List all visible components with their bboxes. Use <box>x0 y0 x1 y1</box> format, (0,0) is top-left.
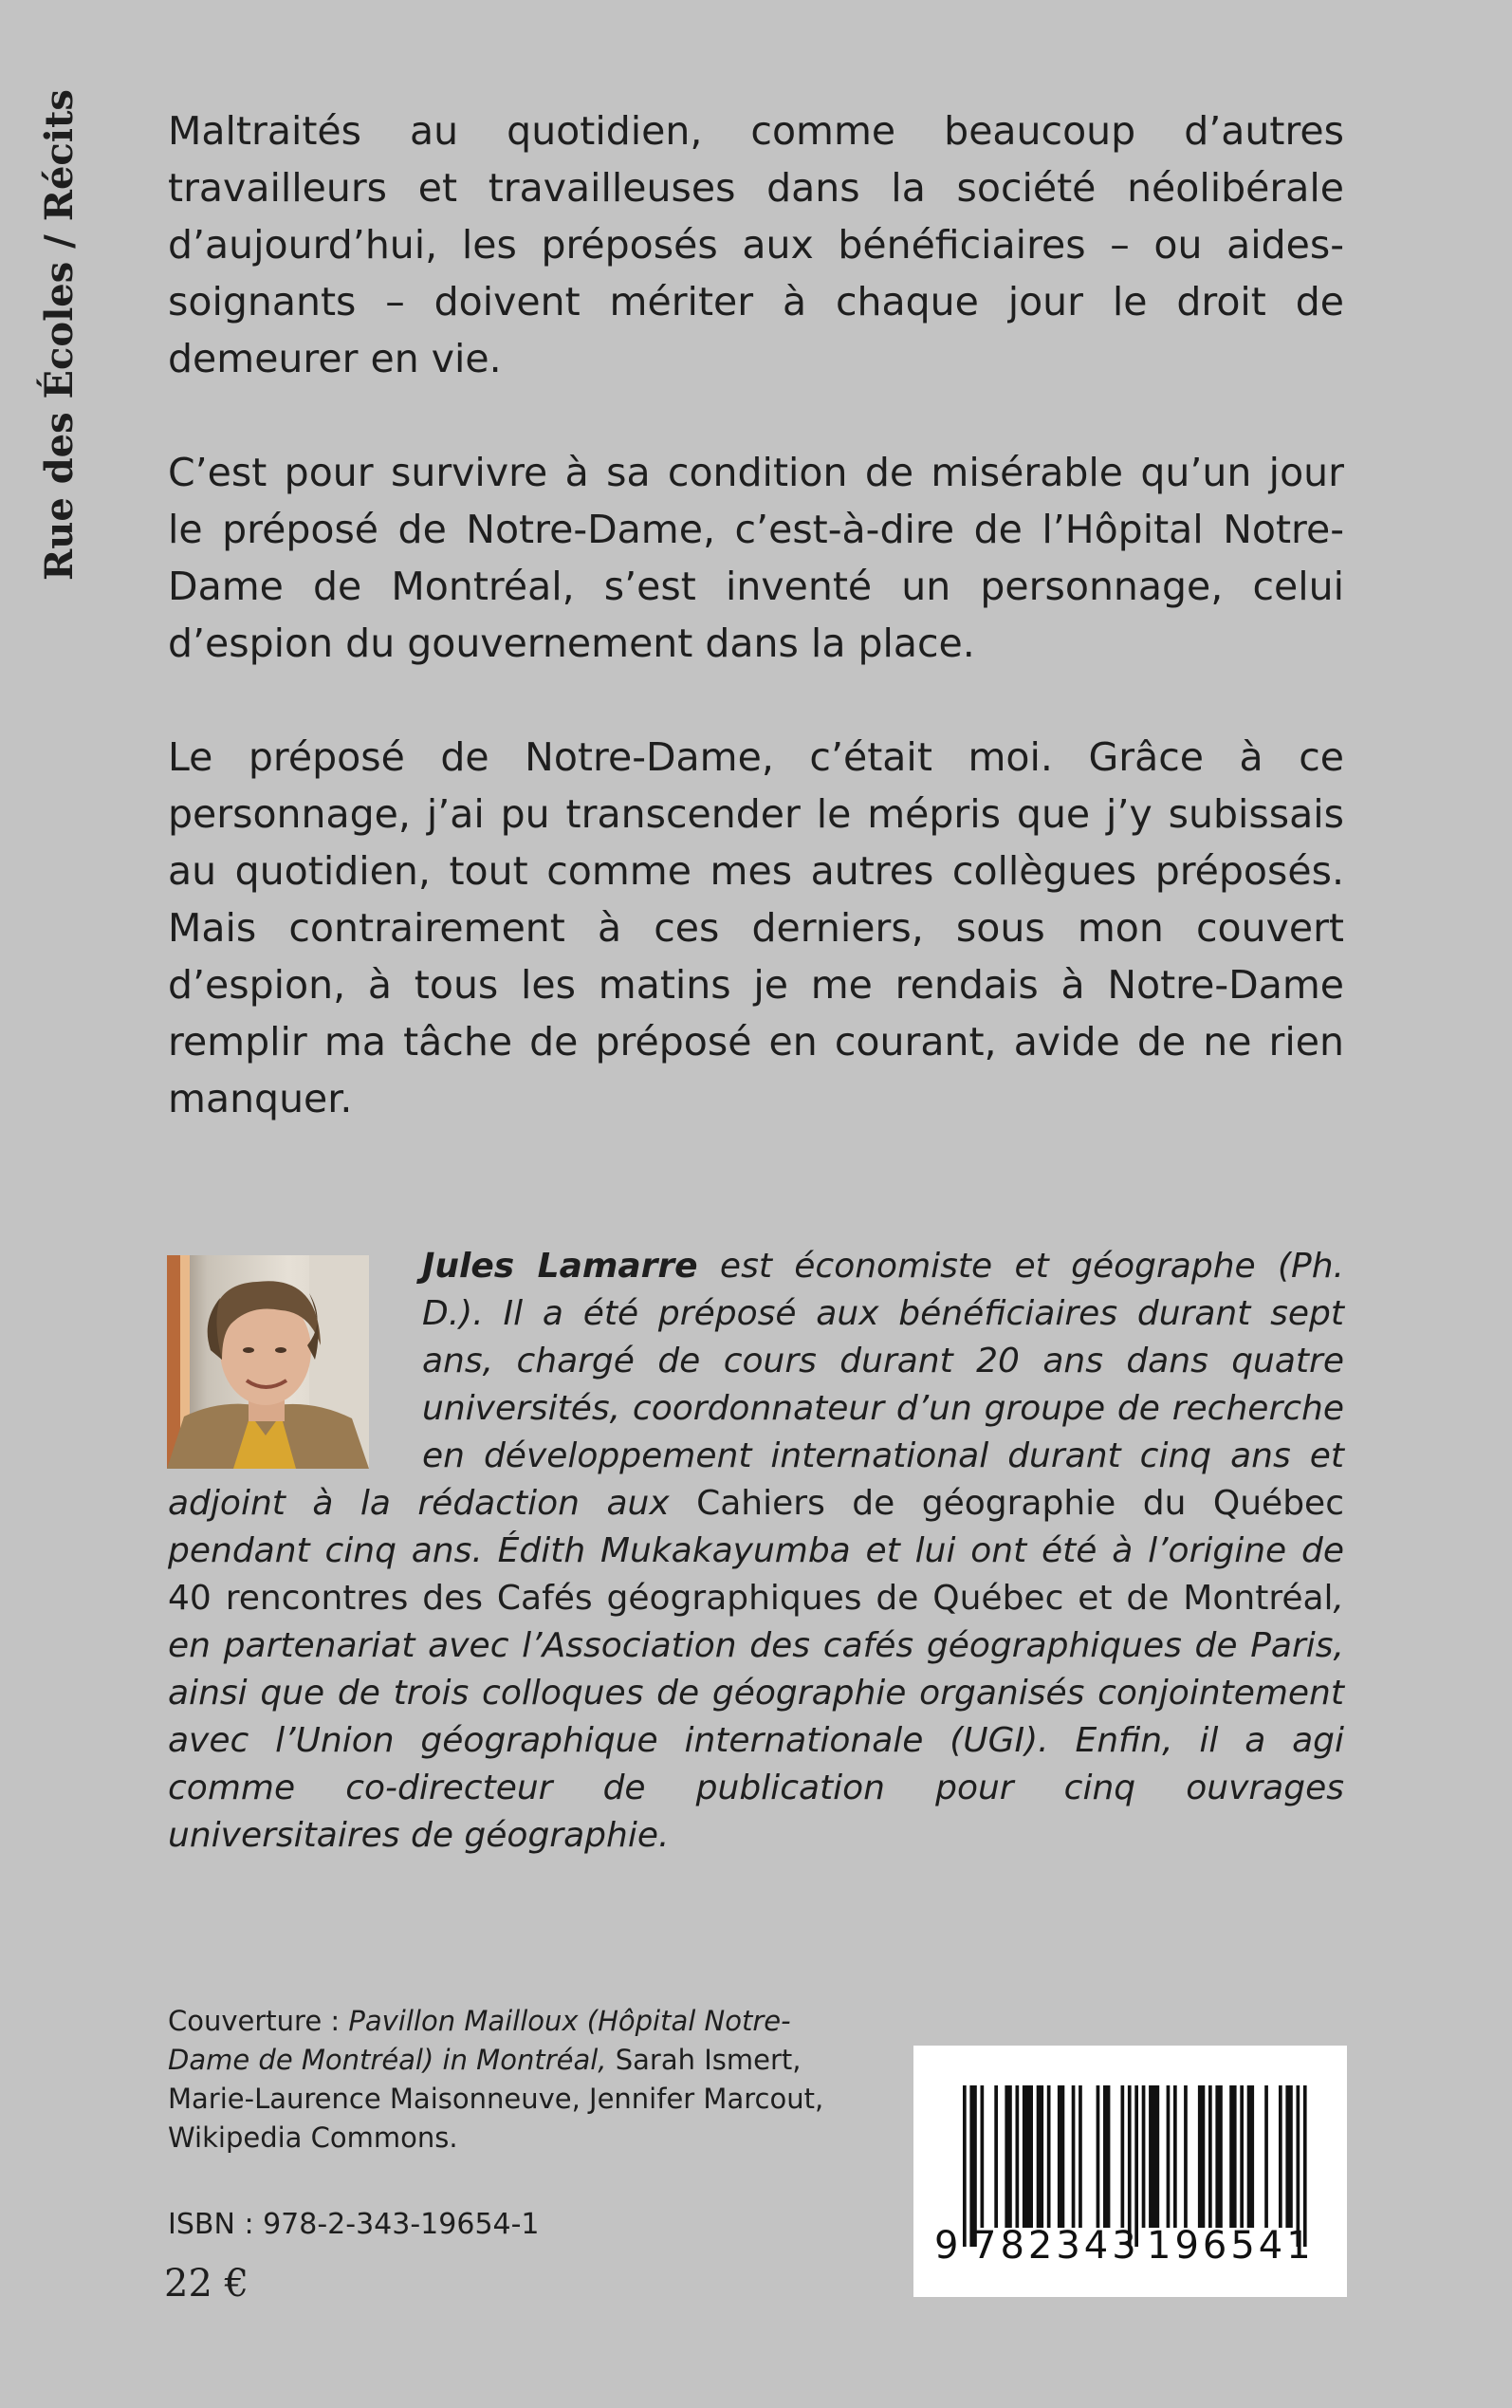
barcode-bar <box>1285 2085 1292 2228</box>
credits-names: Sarah Ismert, Marie-Laurence Maisonneuve, Jennifer Marcout, Wikipedia Commons. <box>168 2044 824 2154</box>
bio-text: , en partenariat avec l’Association des cafés géographiques de Paris, ainsi que de trois colloques de géographie organisés conjointement avec l’Union géographique internationale (UGI). Enfin, il a agi comme co-directeur de publication pour cinq ouvrages universitaires de géographie. <box>168 1579 1344 1855</box>
barcode-bar <box>1240 2085 1244 2228</box>
isbn: ISBN : 978-2-343-19654-1 <box>168 2208 540 2241</box>
barcode-bar <box>1279 2085 1282 2228</box>
barcode-bar <box>1097 2085 1100 2228</box>
barcode-bar <box>1184 2085 1188 2228</box>
barcode <box>913 2046 1347 2297</box>
summary-text <box>168 102 1344 1127</box>
barcode-digits <box>913 2222 1347 2269</box>
barcode-bar <box>994 2085 998 2228</box>
barcode-bar <box>1037 2085 1043 2228</box>
barcode-bar <box>1264 2085 1268 2228</box>
barcode-digit-group: 9 <box>934 2224 959 2268</box>
barcode-bar <box>1016 2085 1020 2228</box>
barcode-bar <box>1208 2085 1212 2228</box>
summary-paragraph: Maltraités au quotidien, comme beaucoup d’autres travailleurs et travailleuses dans la société néolibérale d’aujourd’hui, les préposés aux bénéficiaires – ou aides-soignants – doivent mériter à chaque jour le droit de demeurer en vie. <box>168 108 1344 381</box>
barcode-bar <box>1103 2085 1110 2228</box>
bio-text: pendant cinq ans. Édith Mukakayumba et lui ont été à l’origine de <box>168 1531 1344 1570</box>
barcode-digit-group: 782343 <box>972 2224 1140 2268</box>
spine-label: Rue des Écoles / Récits <box>37 89 82 581</box>
barcode-bar <box>1198 2085 1205 2228</box>
barcode-bar <box>1215 2085 1222 2228</box>
event-count: 40 <box>168 1579 212 1618</box>
summary-paragraph: Le préposé de Notre-Dame, c’était moi. Grâce à ce personnage, j’ai pu transcender le mépris que j’y subissais au quotidien, tout comme mes autres collègues préposés. Mais contrairement à ces derniers, sous mon couvert d’espion, à tous les matins je me rendais à Notre-Dame remplir ma tâche de préposé en courant, avide de ne rien manquer. <box>168 734 1344 1121</box>
author-bio <box>168 1243 1344 1860</box>
summary-paragraph: C’est pour survivre à sa condition de misérable qu’un jour le préposé de Notre-Dame, c’est-à-dire de l’Hôpital Notre-Dame de Montréal, s’est inventé un personnage, celui d’espion du gouvernement dans la place. <box>168 450 1344 666</box>
barcode-bar <box>1121 2085 1125 2228</box>
credits-prefix: Couverture : <box>168 2005 349 2037</box>
barcode-bar <box>1142 2085 1146 2228</box>
barcode-bar <box>1072 2085 1076 2228</box>
barcode-bar <box>1005 2085 1011 2228</box>
barcode-bar <box>1229 2085 1236 2228</box>
barcode-bar <box>1079 2085 1082 2228</box>
bio-text: est économiste et géographe (Ph. D.). Il a été préposé aux bénéficiaires durant sept ans, chargé de cours durant 20 ans dans quatre universités, coordonnateur d’un groupe de recherche en développement international durant cinq ans et adjoint à la rédaction aux <box>168 1247 1345 1523</box>
author-name: Jules Lamarre <box>422 1247 698 1286</box>
barcode-bar <box>981 2085 985 2228</box>
journal-title: Cahiers de géographie du Québec <box>696 1484 1344 1523</box>
barcode-bar <box>1247 2085 1254 2228</box>
barcode-bar <box>1173 2085 1177 2228</box>
barcode-bar <box>1167 2085 1171 2228</box>
price: 22 € <box>164 2262 249 2306</box>
barcode-bar <box>1047 2085 1051 2228</box>
barcode-bar <box>1149 2085 1159 2228</box>
barcode-bar <box>1023 2085 1033 2228</box>
cover-credits <box>168 2002 851 2158</box>
event-name: rencontres des Cafés géographiques de Québec et de Montréal <box>211 1579 1334 1618</box>
barcode-digit-group: 196541 <box>1147 2224 1315 2268</box>
photo-spacer <box>168 1243 422 1480</box>
barcode-bar <box>1058 2085 1064 2228</box>
credits-title: Pavillon Mailloux (Hôpital Notre-Dame de Montréal) in Montréal, <box>168 2005 791 2076</box>
